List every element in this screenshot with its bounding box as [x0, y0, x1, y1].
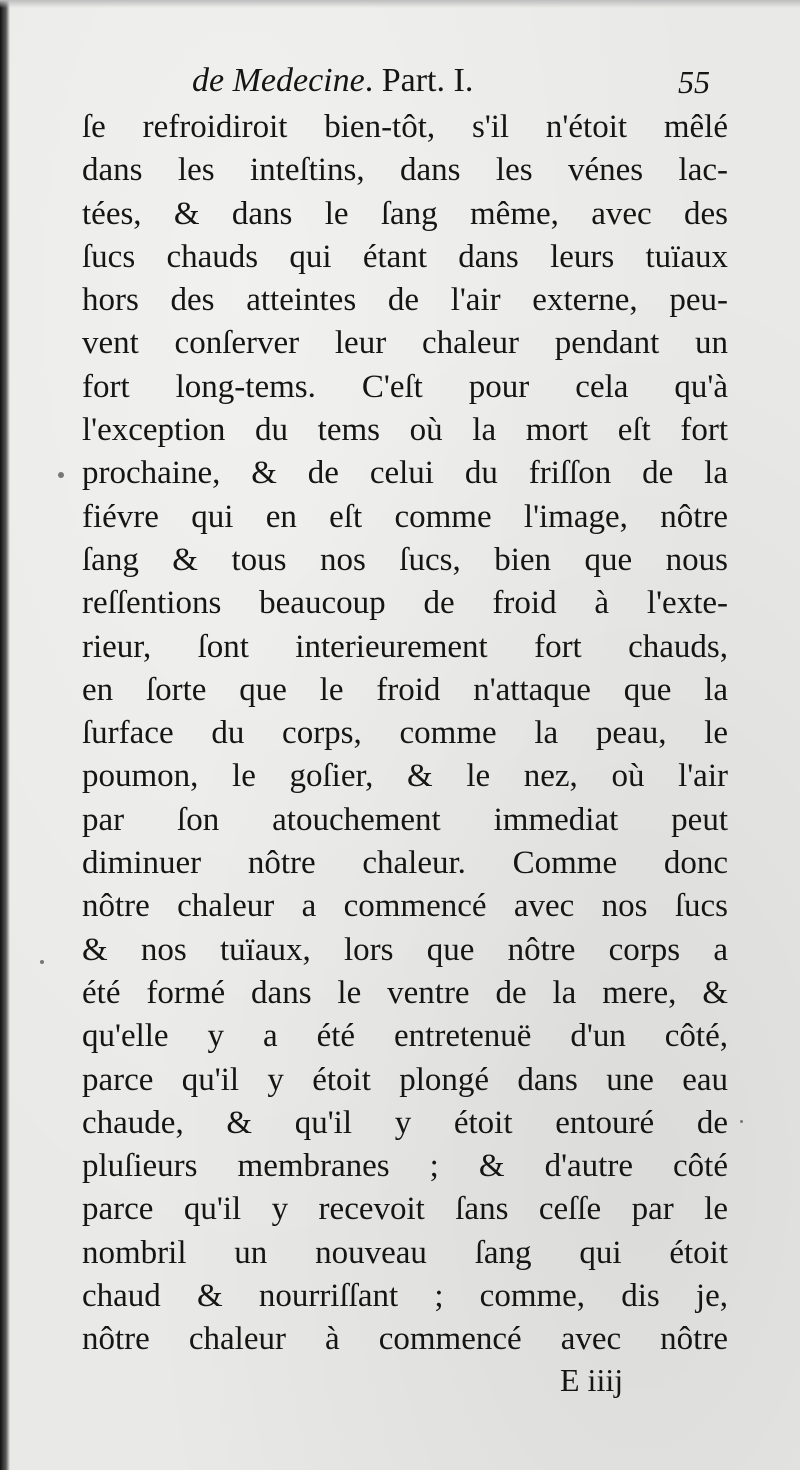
text-line: nombril un nouveau ſang qui étoit: [82, 1234, 728, 1271]
text-line: diminuer nôtre chaleur. Comme donc: [82, 845, 728, 882]
body-text: [82, 106, 728, 1362]
text-line: parce qu'il y recevoit ſans ceſſe par le: [82, 1191, 728, 1228]
text-line: nôtre chaleur à commencé avec nôtre: [82, 1321, 728, 1358]
page-top-edge: [0, 0, 800, 8]
text-line: fort long-tems. C'eſt pour cela qu'à: [82, 368, 728, 405]
text-line: l'exception du tems où la mort eſt fort: [82, 412, 728, 449]
text-line: ſucs chauds qui étant dans leurs tuïaux: [82, 238, 728, 275]
text-line: reſſentions beaucoup de froid à l'exte-: [82, 585, 728, 622]
running-title-italic: de Medecine: [192, 62, 365, 99]
text-line: ſang & tous nos ſucs, bien que nous: [82, 541, 728, 578]
text-line: en ſorte que le froid n'attaque que la: [82, 671, 728, 708]
running-header: [82, 56, 722, 106]
text-line: tées, & dans le ſang même, avec des: [82, 195, 728, 232]
signature-mark: E iiij: [560, 1362, 624, 1398]
text-line: & nos tuïaux, lors que nôtre corps a: [82, 931, 728, 968]
text-line: par ſon atouchement immediat peut: [82, 801, 728, 838]
text-line: chaud & nourriſſant ; comme, dis je,: [82, 1278, 728, 1315]
text-line: dans les inteſtins, dans les vénes lac-: [82, 152, 728, 189]
text-line: été formé dans le ventre de la mere, &: [82, 974, 728, 1011]
page-gutter-shadow: [0, 0, 10, 1470]
ink-speck: [40, 960, 44, 964]
text-line: ſe refroidiroit bien-tôt, s'il n'étoit mêlé: [82, 109, 728, 145]
text-line: poumon, le goſier, & le nez, où l'air: [82, 758, 728, 795]
text-line: parce qu'il y étoit plongé dans une eau: [82, 1061, 728, 1098]
text-line: nôtre chaleur a commencé avec nos ſucs: [82, 888, 728, 925]
text-line: fiévre qui en eſt comme l'image, nôtre: [82, 498, 728, 535]
ink-speck: [740, 1120, 743, 1123]
text-line: rieur, ſont interieurement fort chauds,: [82, 628, 728, 665]
ink-speck: [58, 472, 64, 478]
page-number: 55: [678, 64, 710, 100]
text-line: hors des atteintes de l'air externe, peu-: [82, 282, 728, 319]
text-line: qu'elle y a été entretenuë d'un côté,: [82, 1018, 728, 1055]
running-title: [192, 62, 473, 100]
text-line: prochaine, & de celui du friſſon de la: [82, 455, 728, 492]
running-title-part: . Part. I.: [364, 62, 474, 99]
text-line: ſurface du corps, comme la peau, le: [82, 715, 728, 752]
text-line: vent conſerver leur chaleur pendant un: [82, 325, 728, 362]
text-line: chaude, & qu'il y étoit entouré de: [82, 1104, 728, 1141]
text-line: pluſieurs membranes ; & d'autre côté: [82, 1148, 728, 1185]
